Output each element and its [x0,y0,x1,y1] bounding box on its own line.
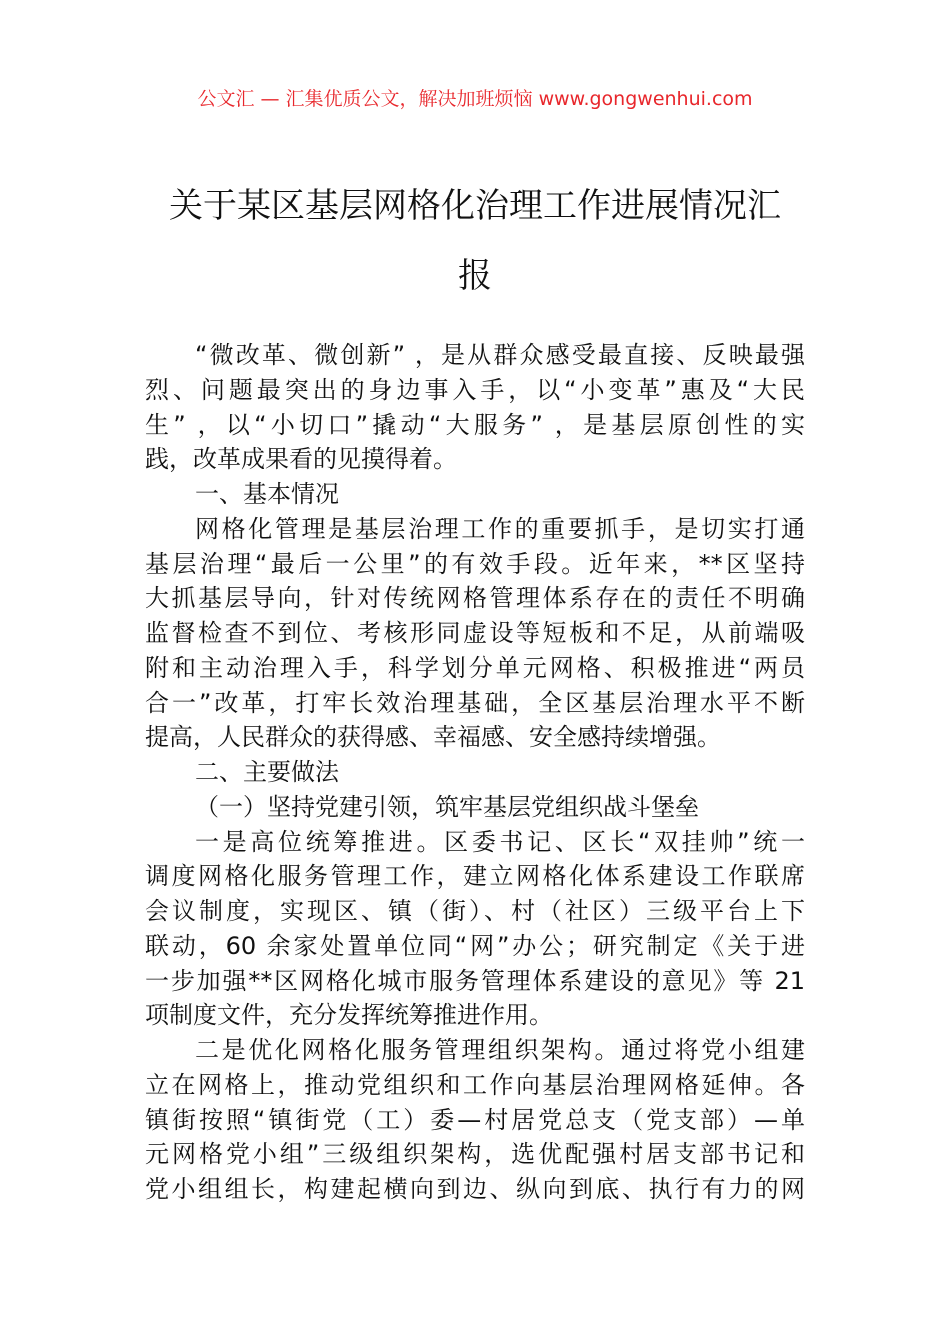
text-line: 生” ，以“小切口”撬动“大服务” ，是基层原创性的实 [145,410,805,439]
text-line: 项制度文件，充分发挥统筹推进作用。 [145,1001,553,1030]
text-line: 元网格党小组”三级组织架构，选优配强村居支部书记和 [145,1140,805,1169]
text-line: 党小组组长，构建起横向到边、纵向到底、执行有力的网 [145,1175,805,1203]
text-line: 大抓基层导向，针对传统网格管理体系存在的责任不明确 [145,584,805,613]
text-line: 立在网格上，推动党组织和工作向基层治理网格延伸。各 [145,1070,805,1099]
text-line: 二是优化网格化服务管理组织架构。通过将党小组建 [195,1036,805,1064]
text-line: 会议制度，实现区、镇（街）、村（社区）三级平台上下 [145,897,805,925]
text-line: 践，改革成果看的见摸得着。 [145,445,457,474]
text-line: 联动，60 余家处置单位同“网”办公；研究制定《关于进 [145,931,805,960]
text-line: 烈、问题最突出的身边事入手，以“小变革”惠及“大民 [145,375,805,404]
text-line: 二、主要做法 [195,758,339,786]
text-line: 合一”改革，打牢长效治理基础，全区基层治理水平不断 [145,688,805,717]
document-title-line-1: 关于某区基层网格化治理工作进展情况汇 [169,186,781,226]
watermark-header: 公文汇 — 汇集优质公文，解决加班烦恼 www.gongwenhui.com [197,88,753,110]
document-body [145,338,805,1207]
text-line: 一步加强**区网格化城市服务管理体系建设的意见》等 21 [145,966,805,995]
text-line: 监督检查不到位、考核形同虚设等短板和不足，从前端吸 [145,619,805,647]
text-line: 一是高位统筹推进。区委书记、区长“双挂帅”统一 [195,827,805,856]
text-line: “微改革、微创新” ，是从群众感受最直接、反映最强 [195,341,805,369]
text-line: （一）坚持党建引领，筑牢基层党组织战斗堡垒 [195,792,699,821]
text-line: 镇街按照“镇街党（工）委—村居党总支（党支部）—单 [145,1105,805,1134]
text-line: 基层治理“最后一公里”的有效手段。近年来，**区坚持 [145,549,805,578]
text-line: 一、基本情况 [195,480,339,508]
text-line: 网格化管理是基层治理工作的重要抓手，是切实打通 [195,514,805,543]
text-line: 提高，人民群众的获得感、幸福感、安全感持续增强。 [145,723,721,752]
document-title-line-2: 报 [458,256,492,296]
text-line: 调度网格化服务管理工作，建立网格化体系建设工作联席 [145,862,805,891]
text-line: 附和主动治理入手，科学划分单元网格、积极推进“两员 [145,653,805,682]
